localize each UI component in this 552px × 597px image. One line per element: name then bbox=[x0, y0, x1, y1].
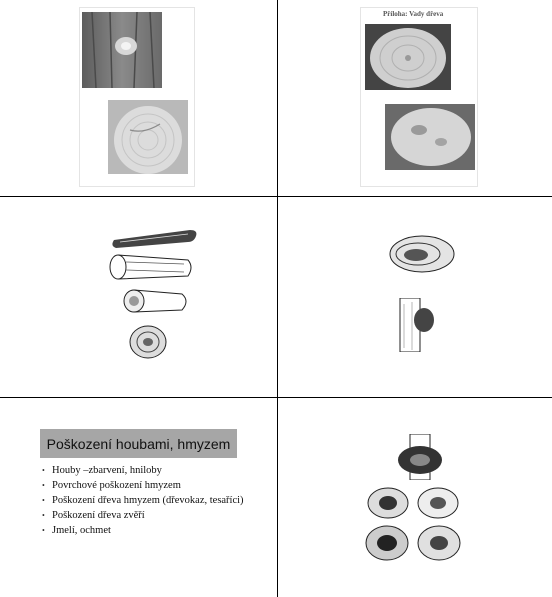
slide-5-bullet-list bbox=[42, 464, 272, 539]
slide-6-drawings bbox=[356, 432, 476, 582]
log-drawing-2 bbox=[106, 254, 196, 280]
wood-section-drawing-3 bbox=[364, 524, 410, 562]
wood-section-drawing-2 bbox=[416, 486, 460, 520]
rotten-log-photo bbox=[385, 104, 475, 170]
slide-2-title: Příloha: Vady dřeva bbox=[383, 10, 444, 18]
slide-2-thumbnail bbox=[361, 8, 477, 186]
log-end-photo bbox=[365, 24, 451, 90]
bullet-item: • Houby –zbarvení, hniloby bbox=[42, 464, 272, 477]
bullet-item: • Poškození dřeva zvěří bbox=[42, 509, 272, 522]
divider-horizontal-1 bbox=[0, 196, 552, 197]
bark-wound-photo bbox=[82, 12, 162, 88]
divider-vertical bbox=[277, 0, 278, 597]
log-cross-section-photo bbox=[108, 100, 188, 174]
bullet-item: • Povrchové poškození hmyzem bbox=[42, 479, 272, 492]
log-drawing-3 bbox=[122, 288, 192, 314]
bullet-item: • Jmelí, ochmet bbox=[42, 524, 272, 537]
trunk-burl-drawing bbox=[388, 298, 438, 352]
slide-5-heading: Poškození houbami, hmyzem bbox=[40, 429, 237, 458]
bullet-item: • Poškození dřeva hmyzem (dřevokaz, tesaříci) bbox=[42, 494, 272, 507]
slide-1-thumbnail bbox=[80, 8, 194, 186]
wood-section-drawing-4 bbox=[416, 524, 462, 562]
damaged-trunk-drawing bbox=[392, 434, 448, 480]
slide-3-drawings bbox=[100, 220, 210, 370]
wood-section-drawing-1 bbox=[366, 486, 410, 520]
cross-section-drawing bbox=[388, 234, 458, 274]
slide-4-drawings bbox=[370, 228, 480, 368]
divider-horizontal-2 bbox=[0, 397, 552, 398]
log-drawing-4 bbox=[126, 324, 176, 360]
log-drawing-1 bbox=[110, 226, 200, 248]
